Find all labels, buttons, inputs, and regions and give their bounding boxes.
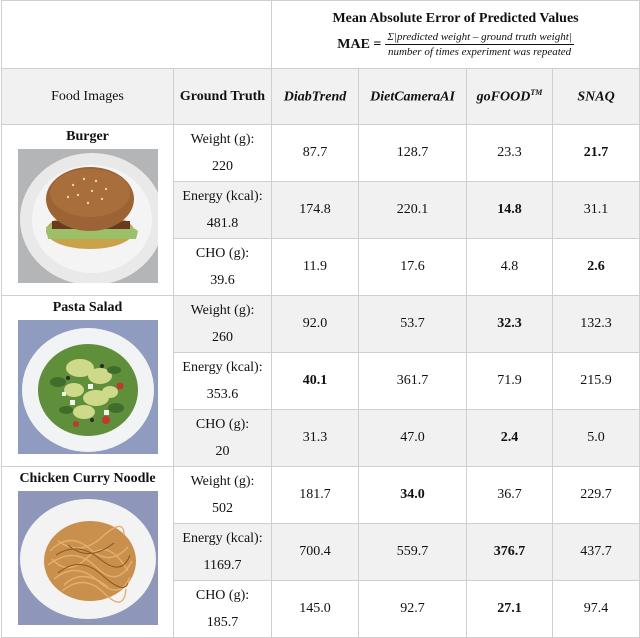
mae-value: 361.7 xyxy=(359,353,467,410)
truth-value: 220 xyxy=(212,159,233,174)
mae-results-table xyxy=(1,0,640,638)
food-name: Chicken Curry Noodle xyxy=(19,471,156,486)
food-cell-chicken-curry-noodle xyxy=(2,467,174,638)
ground-truth-cell xyxy=(174,467,272,524)
col-header-app xyxy=(467,69,553,125)
ground-truth-cell xyxy=(174,239,272,296)
mae-value: 376.7 xyxy=(467,524,553,581)
metric-label: CHO (g): xyxy=(195,588,250,603)
ground-truth-label: Ground Truth xyxy=(179,88,266,104)
mae-value: 71.9 xyxy=(467,353,553,410)
mae-value: 181.7 xyxy=(272,467,359,524)
metric-label: CHO (g): xyxy=(195,417,250,432)
ground-truth-cell xyxy=(174,125,272,182)
mae-value: 17.6 xyxy=(359,239,467,296)
truth-value: 1169.7 xyxy=(203,558,242,573)
mae-value: 31.1 xyxy=(553,182,640,239)
mae-value: 2.6 xyxy=(553,239,640,296)
mae-value: 92.0 xyxy=(272,296,359,353)
mae-value: 31.3 xyxy=(272,410,359,467)
mae-value: 34.0 xyxy=(359,467,467,524)
truth-value: 185.7 xyxy=(206,615,239,630)
mae-value: 14.8 xyxy=(467,182,553,239)
metric-label: Weight (g): xyxy=(190,132,255,147)
app-sup: TM xyxy=(530,87,543,97)
formula-lhs: MAE = xyxy=(337,36,382,52)
app-name: SNAQ xyxy=(577,89,615,105)
col-header-app xyxy=(359,69,467,125)
ground-truth-cell xyxy=(174,182,272,239)
mae-value: 2.4 xyxy=(467,410,553,467)
mae-value: 700.4 xyxy=(272,524,359,581)
mae-value: 220.1 xyxy=(359,182,467,239)
truth-value: 481.8 xyxy=(206,216,239,231)
food-cell-burger xyxy=(2,125,174,296)
metric-label: Energy (kcal): xyxy=(182,360,263,375)
mae-value: 97.4 xyxy=(553,581,640,638)
mae-formula xyxy=(272,31,639,58)
mae-value: 174.8 xyxy=(272,182,359,239)
mae-value: 215.9 xyxy=(553,353,640,410)
metric-label: Weight (g): xyxy=(190,474,255,489)
truth-value: 353.6 xyxy=(206,387,239,402)
mae-value: 132.3 xyxy=(553,296,640,353)
ground-truth-cell xyxy=(174,410,272,467)
truth-value: 260 xyxy=(212,330,233,345)
food-name: Burger xyxy=(66,129,109,144)
mae-value: 92.7 xyxy=(359,581,467,638)
mae-value: 11.9 xyxy=(272,239,359,296)
col-header-app xyxy=(553,69,640,125)
pasta-salad-photo xyxy=(18,320,158,454)
mae-value: 559.7 xyxy=(359,524,467,581)
mae-value: 229.7 xyxy=(553,467,640,524)
chicken-curry-noodle-photo xyxy=(18,491,158,625)
mae-value: 87.7 xyxy=(272,125,359,182)
formula-denominator: number of times experiment was repeated xyxy=(387,46,572,58)
mae-value: 40.1 xyxy=(272,353,359,410)
mae-value: 4.8 xyxy=(467,239,553,296)
mae-value: 53.7 xyxy=(359,296,467,353)
mae-value: 5.0 xyxy=(553,410,640,467)
metric-label: CHO (g): xyxy=(195,246,250,261)
food-name: Pasta Salad xyxy=(52,300,123,315)
ground-truth-cell xyxy=(174,353,272,410)
mae-title: Mean Absolute Error of Predicted Values xyxy=(332,11,579,26)
mae-value: 437.7 xyxy=(553,524,640,581)
metric-label: Energy (kcal): xyxy=(182,531,263,546)
truth-value: 39.6 xyxy=(210,273,235,288)
truth-value: 502 xyxy=(212,501,233,516)
food-cell-pasta-salad xyxy=(2,296,174,467)
metric-label: Weight (g): xyxy=(190,303,255,318)
mae-value: 36.7 xyxy=(467,467,553,524)
mae-value: 21.7 xyxy=(553,125,640,182)
ground-truth-cell xyxy=(174,524,272,581)
ground-truth-cell xyxy=(174,296,272,353)
mae-value: 32.3 xyxy=(467,296,553,353)
app-name: goFOOD xyxy=(476,89,531,105)
mae-value: 23.3 xyxy=(467,125,553,182)
header-blank-cell xyxy=(2,1,272,69)
truth-value: 20 xyxy=(215,444,230,459)
mae-value: 47.0 xyxy=(359,410,467,467)
col-header-ground-truth xyxy=(174,69,272,125)
col-header-app xyxy=(272,69,359,125)
burger-photo xyxy=(18,149,158,283)
app-name: DietCameraAI xyxy=(370,89,455,105)
mae-value: 145.0 xyxy=(272,581,359,638)
app-name: DiabTrend xyxy=(283,89,347,105)
mae-value: 128.7 xyxy=(359,125,467,182)
ground-truth-cell xyxy=(174,581,272,638)
formula-numerator: Σ|predicted weight – ground truth weight| xyxy=(387,31,572,43)
metric-label: Energy (kcal): xyxy=(182,189,263,204)
formula-fraction xyxy=(385,31,573,58)
mae-header-cell xyxy=(272,1,640,69)
mae-value: 27.1 xyxy=(467,581,553,638)
col-header-food-images: Food Images xyxy=(2,69,174,125)
